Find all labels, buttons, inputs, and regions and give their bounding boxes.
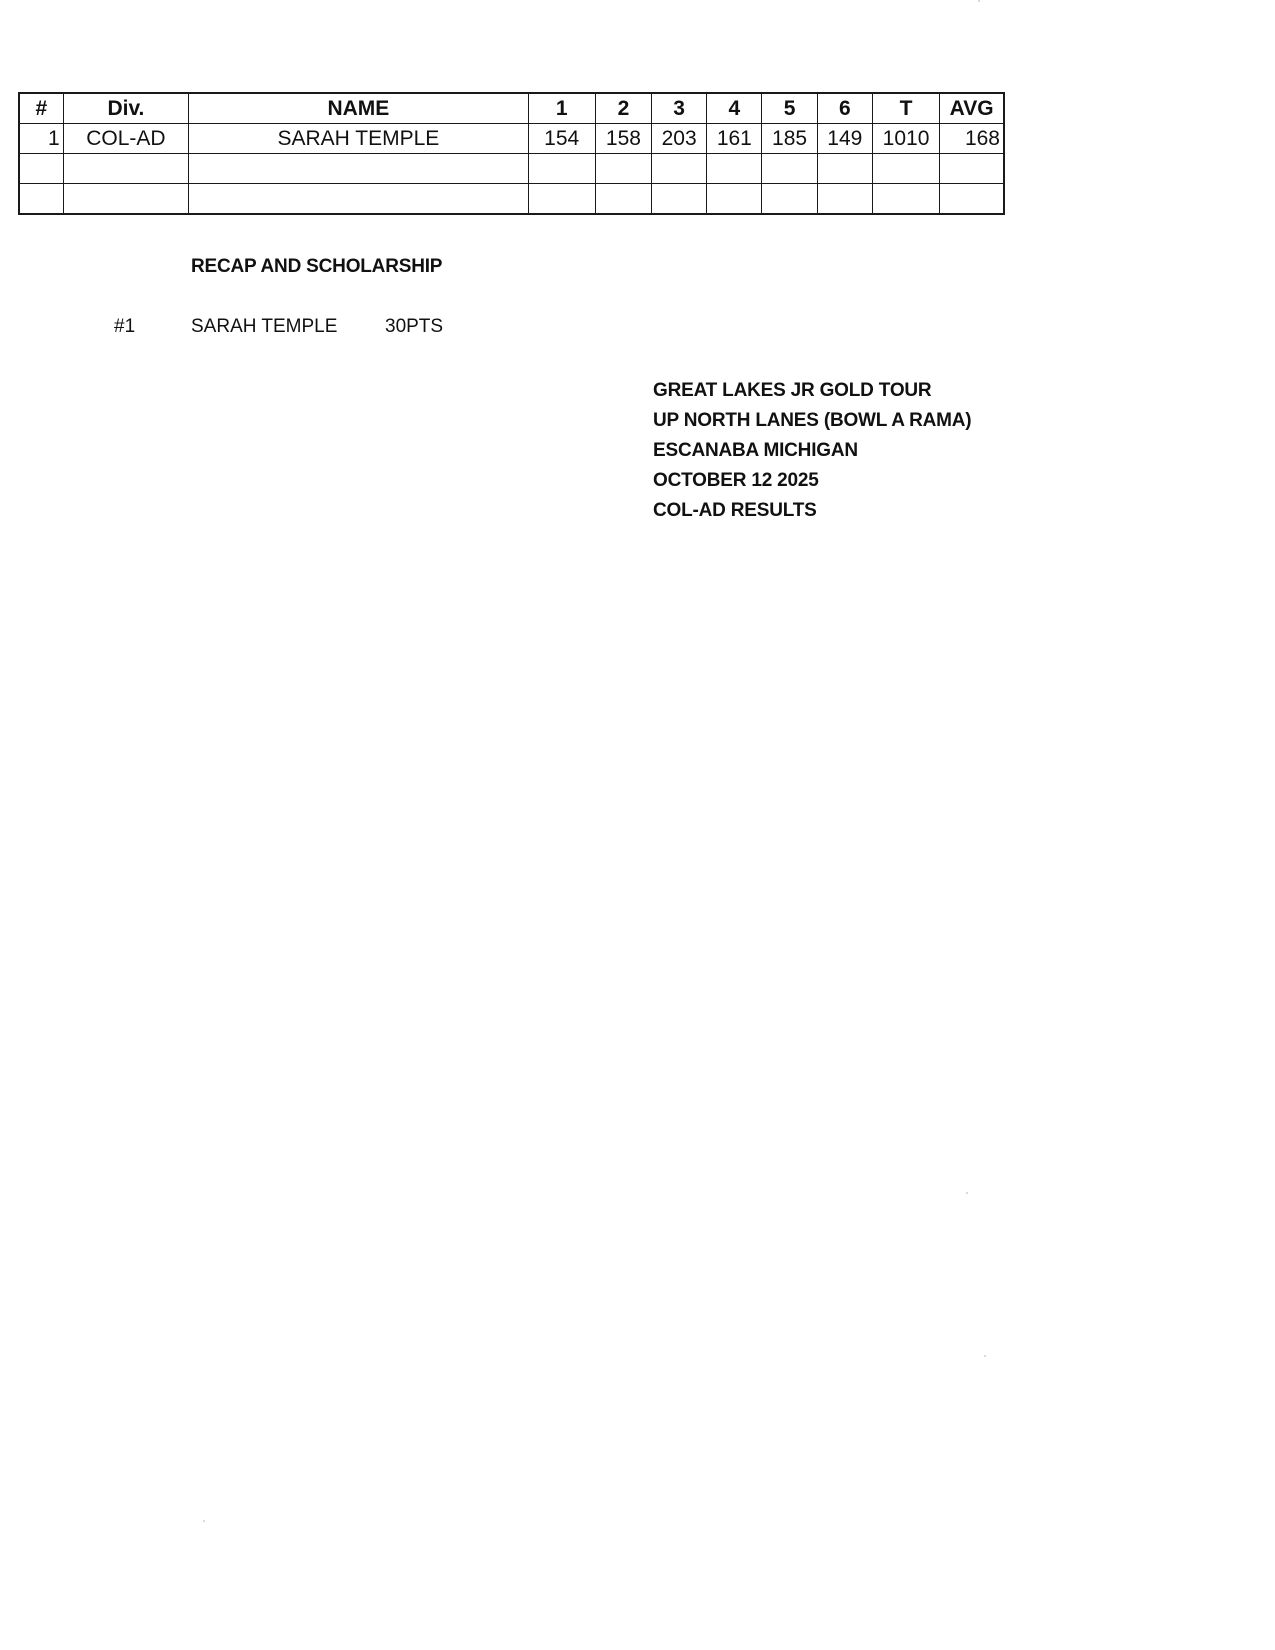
recap-points: 30PTS: [385, 316, 444, 337]
cell-division: [63, 184, 189, 215]
table-row-empty: [19, 184, 1004, 215]
cell-game-1: [528, 184, 595, 215]
cell-game-3: [652, 154, 707, 184]
cell-division: COL-AD: [63, 124, 189, 154]
scan-speck: [966, 1192, 968, 1194]
cell-game-6: 149: [817, 124, 872, 154]
cell-game-2: [595, 184, 651, 215]
cell-rank: 1: [19, 124, 63, 154]
event-results-title: COL-AD RESULTS: [653, 500, 817, 521]
table-row: [19, 124, 1004, 154]
cell-game-1: 154: [528, 124, 595, 154]
table-header-row: [19, 93, 1004, 124]
scan-speck: [203, 1520, 205, 1522]
cell-game-5: [762, 184, 817, 215]
recap-name: SARAH TEMPLE: [191, 316, 338, 337]
cell-game-3: 203: [652, 124, 707, 154]
cell-division: [63, 154, 189, 184]
cell-game-2: [595, 154, 651, 184]
header-game-6: 6: [817, 93, 872, 124]
event-date: OCTOBER 12 2025: [653, 470, 819, 491]
cell-name: [189, 184, 528, 215]
cell-game-4: [707, 154, 762, 184]
cell-game-4: [707, 184, 762, 215]
event-info: [653, 376, 971, 526]
cell-game-2: 158: [595, 124, 651, 154]
cell-game-1: [528, 154, 595, 184]
header-game-3: 3: [652, 93, 707, 124]
recap-heading: RECAP AND SCHOLARSHIP: [191, 256, 443, 277]
cell-average: [940, 184, 1004, 215]
cell-rank: [19, 154, 63, 184]
recap-rank: #1: [114, 316, 136, 337]
cell-name: [189, 154, 528, 184]
table-row-empty: [19, 154, 1004, 184]
cell-game-6: [817, 184, 872, 215]
scan-speck: [978, 0, 980, 2]
cell-game-6: [817, 154, 872, 184]
cell-game-5: 185: [762, 124, 817, 154]
cell-rank: [19, 184, 63, 215]
event-tour-name: GREAT LAKES JR GOLD TOUR: [653, 380, 932, 401]
header-game-5: 5: [762, 93, 817, 124]
event-location: ESCANABA MICHIGAN: [653, 440, 858, 461]
cell-name: SARAH TEMPLE: [189, 124, 528, 154]
cell-total: [872, 154, 939, 184]
cell-game-3: [652, 184, 707, 215]
header-game-2: 2: [595, 93, 651, 124]
results-table: [18, 92, 1005, 215]
header-game-1: 1: [528, 93, 595, 124]
header-average: AVG: [940, 93, 1004, 124]
header-name: NAME: [189, 93, 528, 124]
scan-speck: [984, 1355, 986, 1357]
cell-game-4: 161: [707, 124, 762, 154]
cell-total: 1010: [872, 124, 939, 154]
header-game-4: 4: [707, 93, 762, 124]
cell-average: [940, 154, 1004, 184]
header-rank: #: [19, 93, 63, 124]
cell-total: [872, 184, 939, 215]
event-venue: UP NORTH LANES (BOWL A RAMA): [653, 410, 972, 431]
cell-average: 168: [940, 124, 1004, 154]
cell-game-5: [762, 154, 817, 184]
header-total: T: [872, 93, 939, 124]
header-division: Div.: [63, 93, 189, 124]
